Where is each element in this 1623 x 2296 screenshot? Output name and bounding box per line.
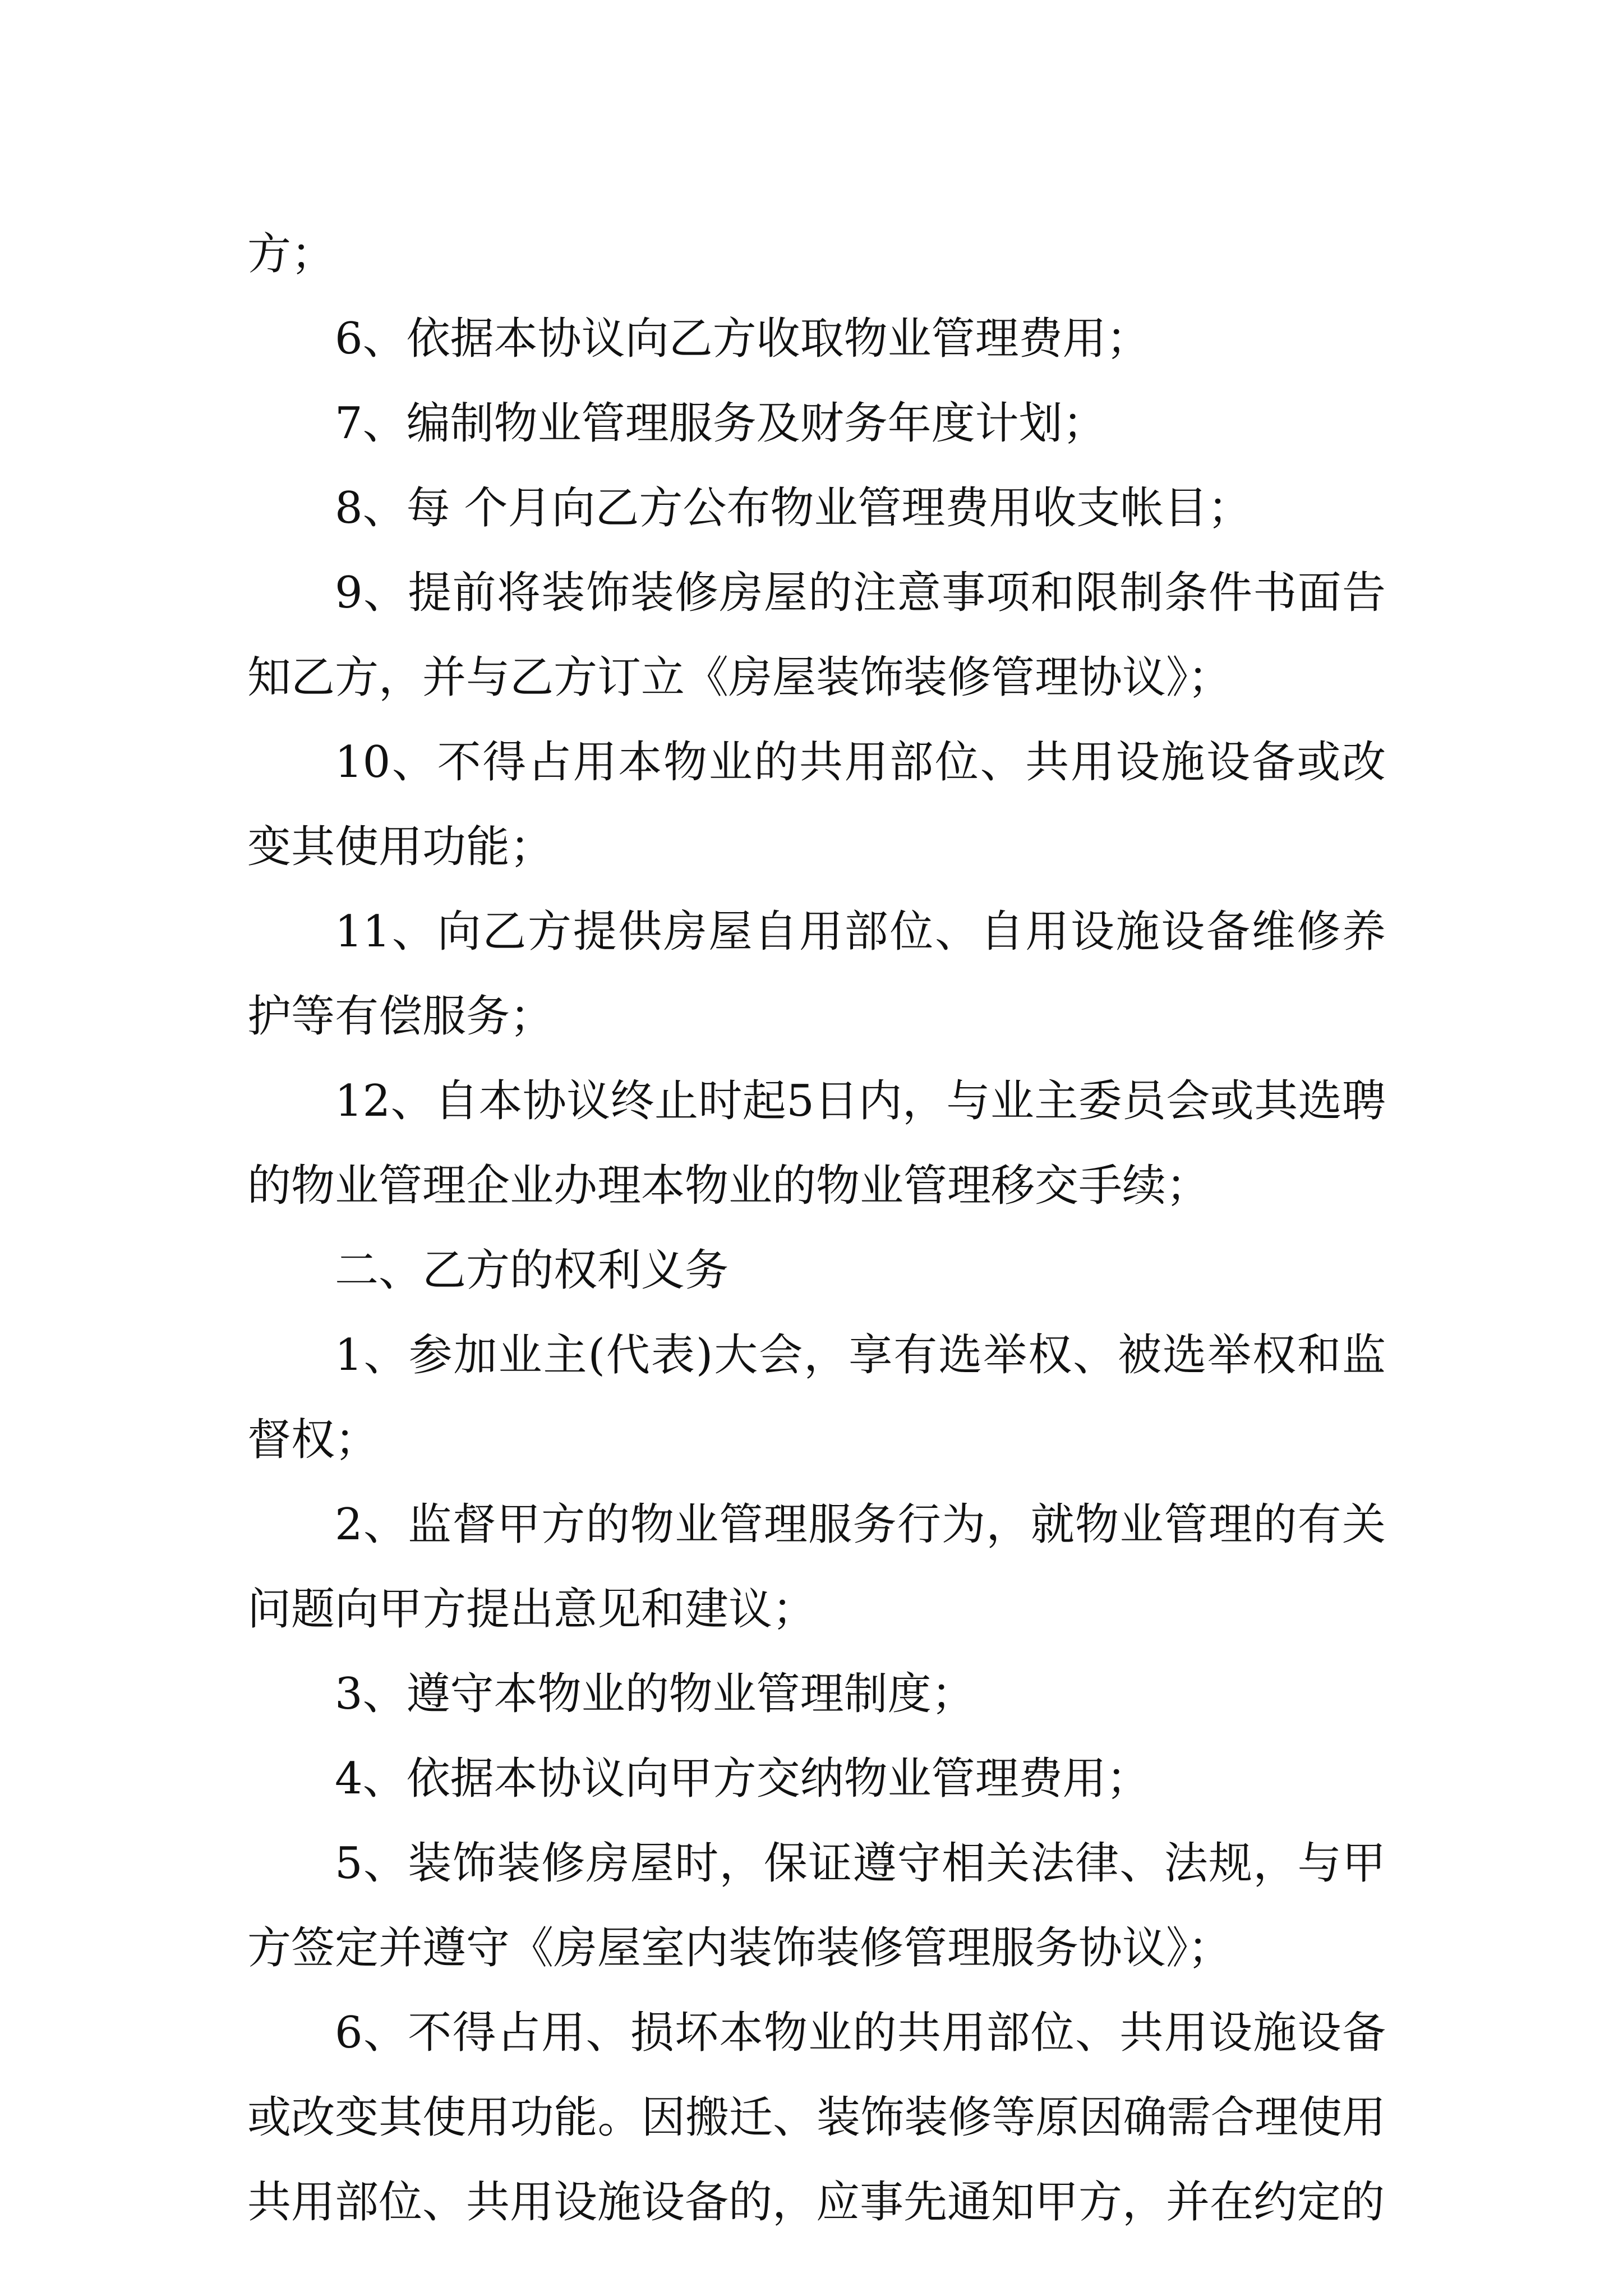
paragraph-item-a11: 11、向乙方提供房屋自用部位、自用设施设备维修养护等有偿服务；: [247, 907, 1386, 1042]
paragraph-item-a6: 6、依据本协议向乙方收取物业管理费用；: [335, 314, 1150, 364]
paragraph-item-a10: 10、不得占用本物业的共用部位、共用设施设备或改变其使用功能；: [247, 737, 1386, 872]
paragraph-item-b4: 4、依据本协议向甲方交纳物业管理费用；: [335, 1754, 1150, 1804]
paragraph-item-b5: 5、装饰装修房屋时，保证遵守相关法律、法规，与甲方签定并遵守《房屋室内装饰装修管理服务协议》；: [247, 1838, 1386, 1973]
paragraph-item-b2: 2、监督甲方的物业管理服务行为，就物业管理的有关问题向甲方提出意见和建议；: [247, 1499, 1386, 1635]
paragraph-item-b1: 1、参加业主(代表)大会，享有选举权、被选举权和监督权；: [247, 1330, 1386, 1465]
paragraph-item-b3: 3、遵守本物业的物业管理制度；: [335, 1669, 975, 1719]
paragraph-item-a9: 9、提前将装饰装修房屋的注意事项和限制条件书面告知乙方，并与乙方订立《房屋装饰装修管理协议》；: [247, 568, 1386, 703]
paragraph-item-a7: 7、编制物业管理服务及财务年度计划；: [335, 398, 1106, 449]
paragraph-item-a8: 8、每 个月向乙方公布物业管理费用收支帐目；: [335, 483, 1252, 533]
paragraph-item-a12: 12、自本协议终止时起5日内，与业主委员会或其选聘的物业管理企业办理本物业的物业管理移交手续；: [247, 1076, 1386, 1211]
section-heading: 二、乙方的权利义务: [335, 1245, 729, 1296]
paragraph-item-b6: 6、不得占用、损坏本物业的共用部位、共用设施设备或改变其使用功能。因搬迁、装饰装修等原因确需合理使用共用部位、共用设施设备的，应事先通知甲方，并在约定的: [247, 2008, 1386, 2228]
paragraph-continuation: 方；: [247, 229, 335, 279]
document-body: [247, 212, 1386, 2245]
